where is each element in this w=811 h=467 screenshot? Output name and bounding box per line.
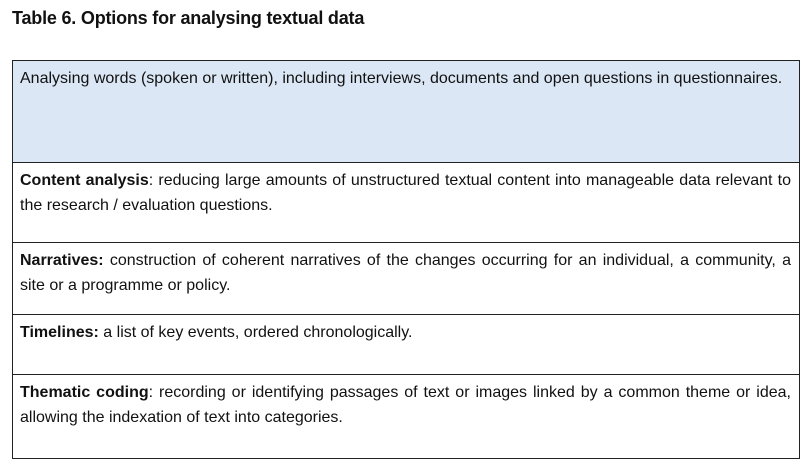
row-description: construction of coherent narratives of the changes occurring for an individual, a community, a site or a programme or policy. bbox=[20, 252, 791, 294]
table-row-narratives bbox=[13, 243, 799, 315]
table-row-thematic-coding bbox=[13, 375, 799, 458]
row-term: Thematic coding bbox=[20, 384, 149, 401]
table-row-timelines bbox=[13, 315, 799, 375]
row-description: a list of key events, ordered chronologically. bbox=[98, 324, 413, 341]
row-separator: : bbox=[148, 172, 154, 189]
row-term: Narratives: bbox=[20, 252, 104, 269]
options-table bbox=[12, 60, 800, 459]
table-caption: Table 6. Options for analysing textual data bbox=[12, 8, 365, 28]
row-term: Content analysis bbox=[20, 172, 149, 189]
row-term: Timelines: bbox=[20, 324, 99, 341]
row-description: recording or identifying passages of text or images linked by a common theme or idea, allowing the indexation of text into categories. bbox=[20, 384, 791, 426]
table-header-row bbox=[13, 61, 799, 163]
row-description: reducing large amounts of unstructured textual content into manageable data relevant to the research / evaluation questions. bbox=[20, 172, 792, 214]
row-separator: : bbox=[148, 384, 154, 401]
header-text: Analysing words (spoken or written), including interviews, documents and open questions in questionnaires. bbox=[20, 70, 783, 87]
table-row-content-analysis bbox=[13, 163, 799, 243]
